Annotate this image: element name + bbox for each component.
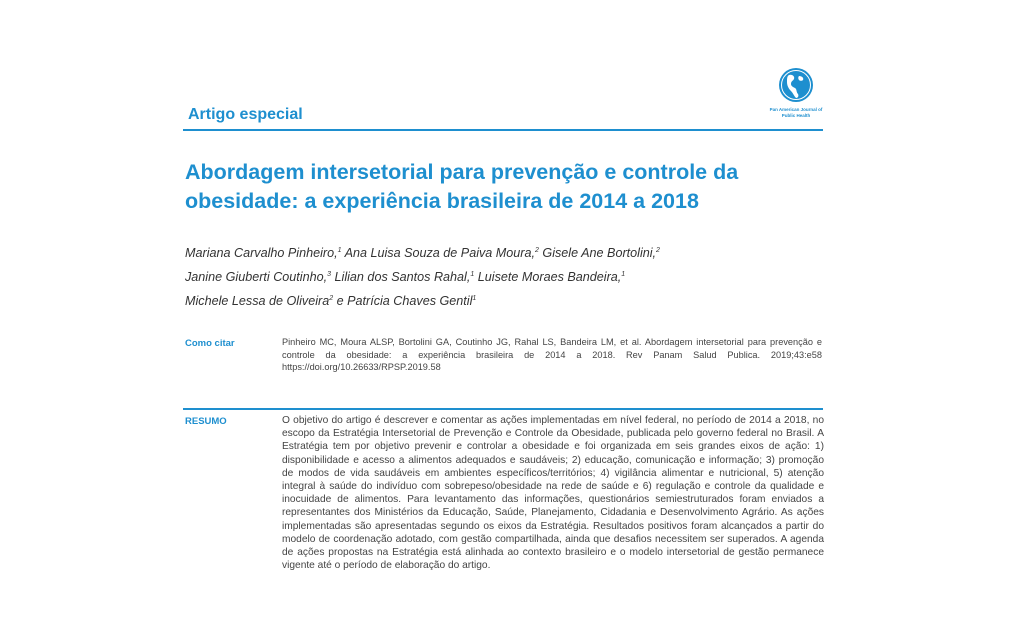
author-affiliation: 1	[621, 271, 626, 279]
cite-label: Como citar	[185, 338, 235, 349]
citation-text: Pinheiro MC, Moura ALSP, Bortolini GA, Coutinho JG, Rahal LS, Bandeira LM, et al. Abordagem intersetorial para prevenção e controle da obesidade: a experiência brasileira de 2014 a 2018. Rev Panam Salud Publica. 2019;43:e58 https://doi.org/10.26633/RPSP.2019.58	[282, 337, 822, 372]
author-name: Mariana Carvalho Pinheiro,	[185, 246, 338, 261]
top-divider	[183, 129, 823, 131]
author-affiliation: 1	[470, 271, 475, 279]
journal-logo	[766, 66, 826, 118]
author-name: Janine Giuberti Coutinho,	[185, 270, 328, 285]
article-title: Abordagem intersetorial para prevenção e controle da obesidade: a experiência brasileira de 2014 a 2018	[185, 160, 739, 213]
author-affiliation: 1	[337, 247, 342, 254]
author-name: e Patrícia Chaves Gentil	[336, 294, 473, 309]
author-name: Ana Luisa Souza de Paiva Moura,	[344, 246, 535, 261]
abstract-label: RESUMO	[185, 416, 227, 427]
author-name: Gisele Ane Bortolini,	[542, 246, 657, 261]
abstract-text: O objetivo do artigo é descrever e comentar as ações implementadas em nível federal, no período de 2014 a 2018, no escopo da Estratégia Intersetorial de Prevenção e Controle da Obesidade, publicada pelo governo federal no Brasil. A Estratégia tem por objetivo prevenir e controlar a obesidade e foi organizada em seis grandes eixos de ação: 1) disponibilidade e acesso a alimentos adequados e saudáveis; 2) educação, comunicação e informação; 3) promoção de modos de vida saudáveis em ambientes específicos/territórios; 4) vigilância alimentar e nutricional, 5) atenção integral à saúde do indivíduo com sobrepeso/obesidade na rede de saúde e 6) regulação e controle da qualidade e inocuidade de alimentos. Para levantamento das informações, questionários semiestruturados foram enviados a representantes dos Ministérios da Educação, Saúde, Planejamento, Cidadania e Desenvolvimento Agrário. As ações implementadas são apresentadas segundo os eixos da Estratégia. Resultados positivos foram alcançados a partir do modelo de coordenação adotado, com gestão compartilhada, ainda que desafios necessitem ser superados. A agenda de ações propostas na Estratégia está alinhada ao contexto brasileiro e o modelo intersetorial de gestão permanece vigente até o período de elaboração do artigo.	[282, 415, 824, 572]
section-label: Artigo especial	[188, 106, 303, 123]
abstract-divider	[183, 408, 823, 410]
author-affiliation: 2	[535, 247, 539, 254]
author-affiliation: 3	[327, 271, 332, 279]
author-affiliation: 1	[472, 295, 477, 303]
author-name: Michele Lessa de Oliveira	[185, 294, 330, 309]
globe-icon	[777, 66, 815, 104]
author-affiliation: 2	[329, 295, 334, 303]
journal-name: Pan American Journal of Public Health	[769, 107, 823, 118]
author-name: Lilian dos Santos Rahal,	[334, 270, 471, 285]
author-list	[185, 240, 825, 313]
author-name: Luisete Moraes Bandeira,	[477, 270, 622, 285]
author-affiliation: 2	[656, 247, 660, 254]
